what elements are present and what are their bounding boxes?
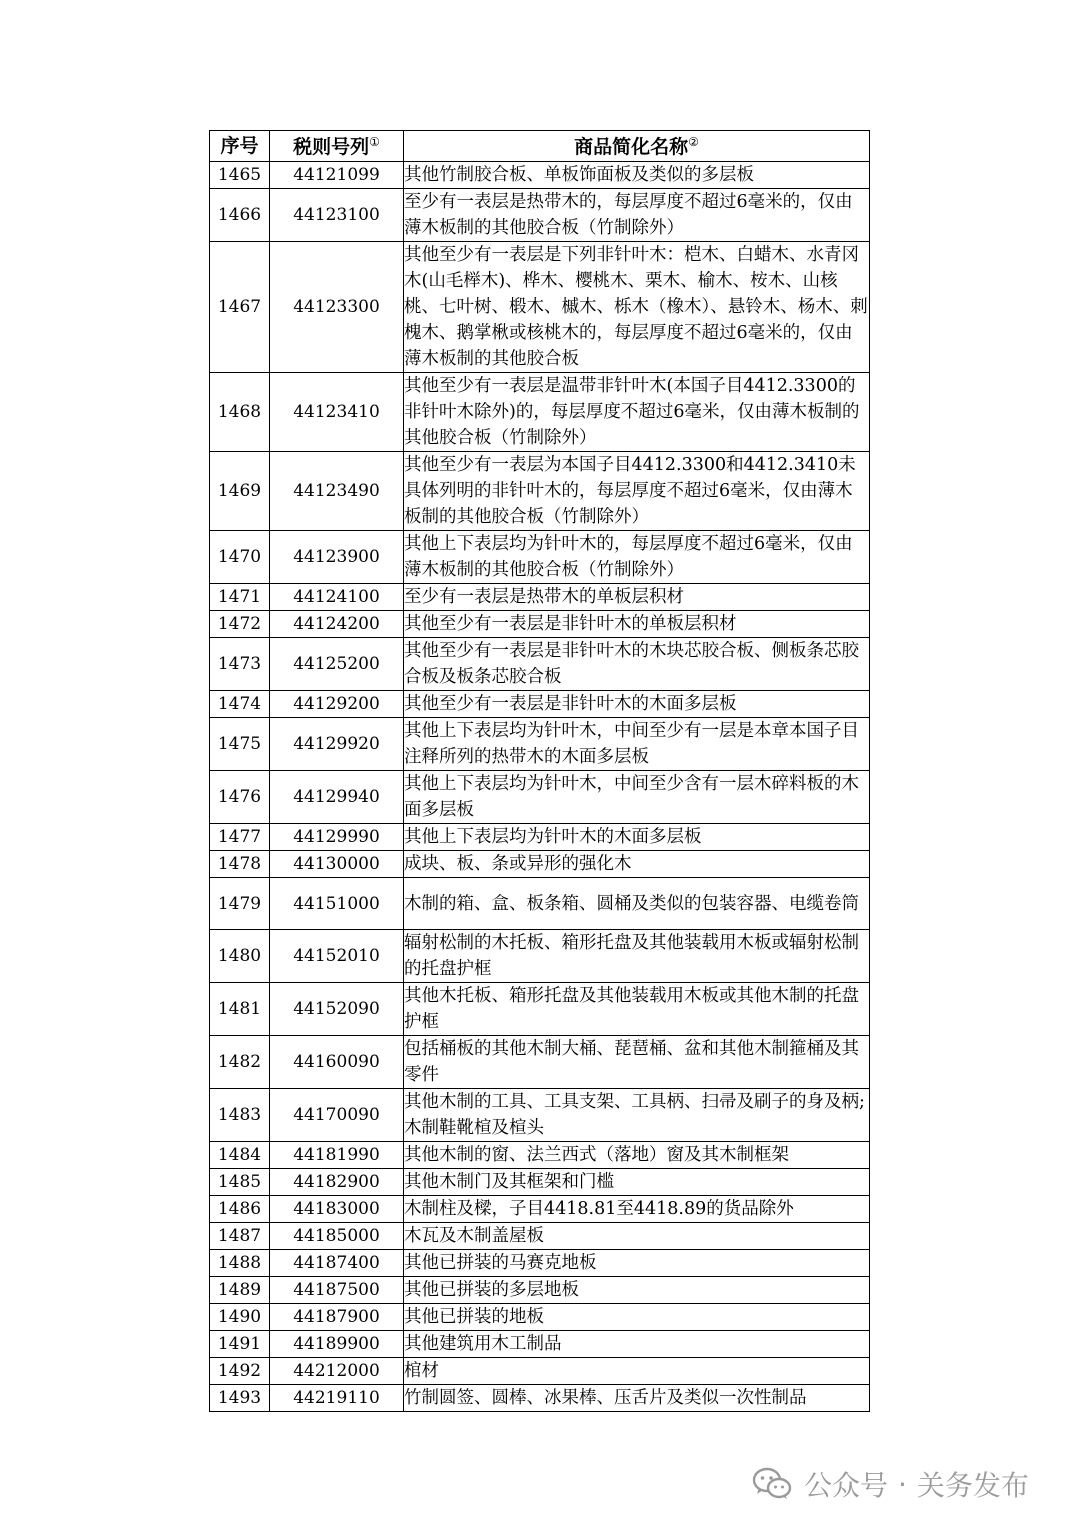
code-cell: 44151000 xyxy=(270,878,404,930)
footnote-1-marker: ① xyxy=(369,134,380,149)
table-row xyxy=(210,1331,870,1358)
header-seq: 序号 xyxy=(210,131,270,162)
name-cell: 木制的箱、盒、板条箱、圆桶及类似的包装容器、电缆卷筒 xyxy=(404,878,870,930)
table-row xyxy=(210,638,870,691)
table-row xyxy=(210,930,870,983)
code-cell: 44124100 xyxy=(270,584,404,611)
table-row xyxy=(210,1089,870,1142)
table-row xyxy=(210,824,870,851)
table-row xyxy=(210,1036,870,1089)
watermark-separator: · xyxy=(898,1467,907,1501)
name-cell: 其他上下表层均为针叶木，中间至少含有一层木碎料板的木面多层板 xyxy=(404,771,870,824)
table-row xyxy=(210,1169,870,1196)
seq-cell: 1471 xyxy=(210,584,270,611)
name-cell: 其他木托板、箱形托盘及其他装载用木板或其他木制的托盘护框 xyxy=(404,983,870,1036)
seq-cell: 1472 xyxy=(210,611,270,638)
seq-cell: 1467 xyxy=(210,242,270,373)
seq-cell: 1492 xyxy=(210,1358,270,1385)
watermark-platform: 公众号 xyxy=(804,1469,889,1502)
code-cell: 44129940 xyxy=(270,771,404,824)
code-cell: 44212000 xyxy=(270,1358,404,1385)
seq-cell: 1487 xyxy=(210,1223,270,1250)
table-row xyxy=(210,584,870,611)
seq-cell: 1466 xyxy=(210,189,270,242)
table-row xyxy=(210,878,870,930)
name-cell: 其他已拼装的多层地板 xyxy=(404,1277,870,1304)
table-row xyxy=(210,531,870,584)
header-code: 税则号列① xyxy=(270,131,404,162)
table-row xyxy=(210,983,870,1036)
code-cell: 44121099 xyxy=(270,162,404,189)
code-cell: 44189900 xyxy=(270,1331,404,1358)
name-cell: 其他至少有一表层是非针叶木的单板层积材 xyxy=(404,611,870,638)
table-row xyxy=(210,718,870,771)
name-cell: 其他木制的工具、工具支架、工具柄、扫帚及刷子的身及柄;木制鞋靴楦及楦头 xyxy=(404,1089,870,1142)
table-row xyxy=(210,1277,870,1304)
code-cell: 44123300 xyxy=(270,242,404,373)
name-cell: 至少有一表层是热带木的单板层积材 xyxy=(404,584,870,611)
code-cell: 44170090 xyxy=(270,1089,404,1142)
code-cell: 44125200 xyxy=(270,638,404,691)
table-row xyxy=(210,1196,870,1223)
name-cell: 其他至少有一表层是非针叶木的木块芯胶合板、侧板条芯胶合板及板条芯胶合板 xyxy=(404,638,870,691)
name-cell: 其他至少有一表层是非针叶木的木面多层板 xyxy=(404,691,870,718)
name-cell: 其他木制门及其框架和门槛 xyxy=(404,1169,870,1196)
table-row xyxy=(210,611,870,638)
name-cell: 棺材 xyxy=(404,1358,870,1385)
watermark-account: 关务发布 xyxy=(916,1469,1029,1502)
seq-cell: 1468 xyxy=(210,373,270,452)
table-row xyxy=(210,1250,870,1277)
seq-cell: 1493 xyxy=(210,1385,270,1412)
code-cell: 44187400 xyxy=(270,1250,404,1277)
seq-cell: 1491 xyxy=(210,1331,270,1358)
code-cell: 44182900 xyxy=(270,1169,404,1196)
code-cell: 44152010 xyxy=(270,930,404,983)
seq-cell: 1488 xyxy=(210,1250,270,1277)
table-row xyxy=(210,771,870,824)
name-cell: 其他建筑用木工制品 xyxy=(404,1331,870,1358)
seq-cell: 1486 xyxy=(210,1196,270,1223)
table-row xyxy=(210,1385,870,1412)
tariff-table xyxy=(209,130,870,1412)
table-row xyxy=(210,189,870,242)
seq-cell: 1484 xyxy=(210,1142,270,1169)
seq-cell: 1481 xyxy=(210,983,270,1036)
seq-cell: 1483 xyxy=(210,1089,270,1142)
table-row xyxy=(210,242,870,373)
name-cell: 其他上下表层均为针叶木的，每层厚度不超过6毫米，仅由薄木板制的其他胶合板（竹制除外） xyxy=(404,531,870,584)
table-row xyxy=(210,691,870,718)
code-cell: 44129990 xyxy=(270,824,404,851)
code-cell: 44187500 xyxy=(270,1277,404,1304)
code-cell: 44183000 xyxy=(270,1196,404,1223)
code-cell: 44124200 xyxy=(270,611,404,638)
name-cell: 成块、板、条或异形的强化木 xyxy=(404,851,870,878)
code-cell: 44160090 xyxy=(270,1036,404,1089)
table-row xyxy=(210,1304,870,1331)
seq-cell: 1489 xyxy=(210,1277,270,1304)
table-row xyxy=(210,373,870,452)
code-cell: 44185000 xyxy=(270,1223,404,1250)
name-cell: 木瓦及木制盖屋板 xyxy=(404,1223,870,1250)
code-cell: 44123900 xyxy=(270,531,404,584)
name-cell: 竹制圆签、圆棒、冰果棒、压舌片及类似一次性制品 xyxy=(404,1385,870,1412)
code-cell: 44123490 xyxy=(270,452,404,531)
name-cell: 其他已拼装的马赛克地板 xyxy=(404,1250,870,1277)
table-row xyxy=(210,1142,870,1169)
header-name: 商品简化名称② xyxy=(404,131,870,162)
table-row xyxy=(210,162,870,189)
code-cell: 44123410 xyxy=(270,373,404,452)
table-row xyxy=(210,1223,870,1250)
seq-cell: 1480 xyxy=(210,930,270,983)
name-cell: 其他至少有一表层是下列非针叶木：桤木、白蜡木、水青冈木(山毛榉木)、桦木、樱桃木、栗木、榆木、桉木、山核桃、七叶树、椴木、槭木、栎木（橡木）、悬铃木、杨木、刺槐木、鹅掌楸或核桃木的，每层厚度不超过6毫米的，仅由薄木板制的其他胶合板 xyxy=(404,242,870,373)
seq-cell: 1476 xyxy=(210,771,270,824)
name-cell: 包括桶板的其他木制大桶、琵琶桶、盆和其他木制箍桶及其零件 xyxy=(404,1036,870,1089)
name-cell: 其他上下表层均为针叶木的木面多层板 xyxy=(404,824,870,851)
seq-cell: 1474 xyxy=(210,691,270,718)
seq-cell: 1478 xyxy=(210,851,270,878)
seq-cell: 1475 xyxy=(210,718,270,771)
seq-cell: 1473 xyxy=(210,638,270,691)
table-row xyxy=(210,452,870,531)
name-cell: 木制柱及樑，子目4418.81至4418.89的货品除外 xyxy=(404,1196,870,1223)
name-cell: 其他上下表层均为针叶木，中间至少有一层是本章本国子目注释所列的热带木的木面多层板 xyxy=(404,718,870,771)
code-cell: 44152090 xyxy=(270,983,404,1036)
code-cell: 44129920 xyxy=(270,718,404,771)
code-cell: 44129200 xyxy=(270,691,404,718)
name-cell: 至少有一表层是热带木的，每层厚度不超过6毫米的，仅由薄木板制的其他胶合板（竹制除外） xyxy=(404,189,870,242)
seq-cell: 1490 xyxy=(210,1304,270,1331)
name-cell: 其他至少有一表层是温带非针叶木(本国子目4412.3300的非针叶木除外)的，每层厚度不超过6毫米，仅由薄木板制的其他胶合板（竹制除外） xyxy=(404,373,870,452)
seq-cell: 1485 xyxy=(210,1169,270,1196)
code-cell: 44123100 xyxy=(270,189,404,242)
name-cell: 其他木制的窗、法兰西式（落地）窗及其木制框架 xyxy=(404,1142,870,1169)
seq-cell: 1477 xyxy=(210,824,270,851)
name-cell: 其他已拼装的地板 xyxy=(404,1304,870,1331)
name-cell: 辐射松制的木托板、箱形托盘及其他装载用木板或辐射松制的托盘护框 xyxy=(404,930,870,983)
seq-cell: 1465 xyxy=(210,162,270,189)
table-row xyxy=(210,1358,870,1385)
code-cell: 44181990 xyxy=(270,1142,404,1169)
code-cell: 44130000 xyxy=(270,851,404,878)
code-cell: 44219110 xyxy=(270,1385,404,1412)
footnote-2-marker: ② xyxy=(688,134,699,149)
name-cell: 其他竹制胶合板、单板饰面板及类似的多层板 xyxy=(404,162,870,189)
wechat-watermark xyxy=(752,1462,1052,1506)
seq-cell: 1470 xyxy=(210,531,270,584)
wechat-icon xyxy=(752,1467,792,1501)
seq-cell: 1479 xyxy=(210,878,270,930)
table-header-row xyxy=(210,131,870,162)
name-cell: 其他至少有一表层为本国子目4412.3300和4412.3410未具体列明的非针叶木的，每层厚度不超过6毫米，仅由薄木板制的其他胶合板（竹制除外） xyxy=(404,452,870,531)
code-cell: 44187900 xyxy=(270,1304,404,1331)
table-row xyxy=(210,851,870,878)
seq-cell: 1469 xyxy=(210,452,270,531)
seq-cell: 1482 xyxy=(210,1036,270,1089)
